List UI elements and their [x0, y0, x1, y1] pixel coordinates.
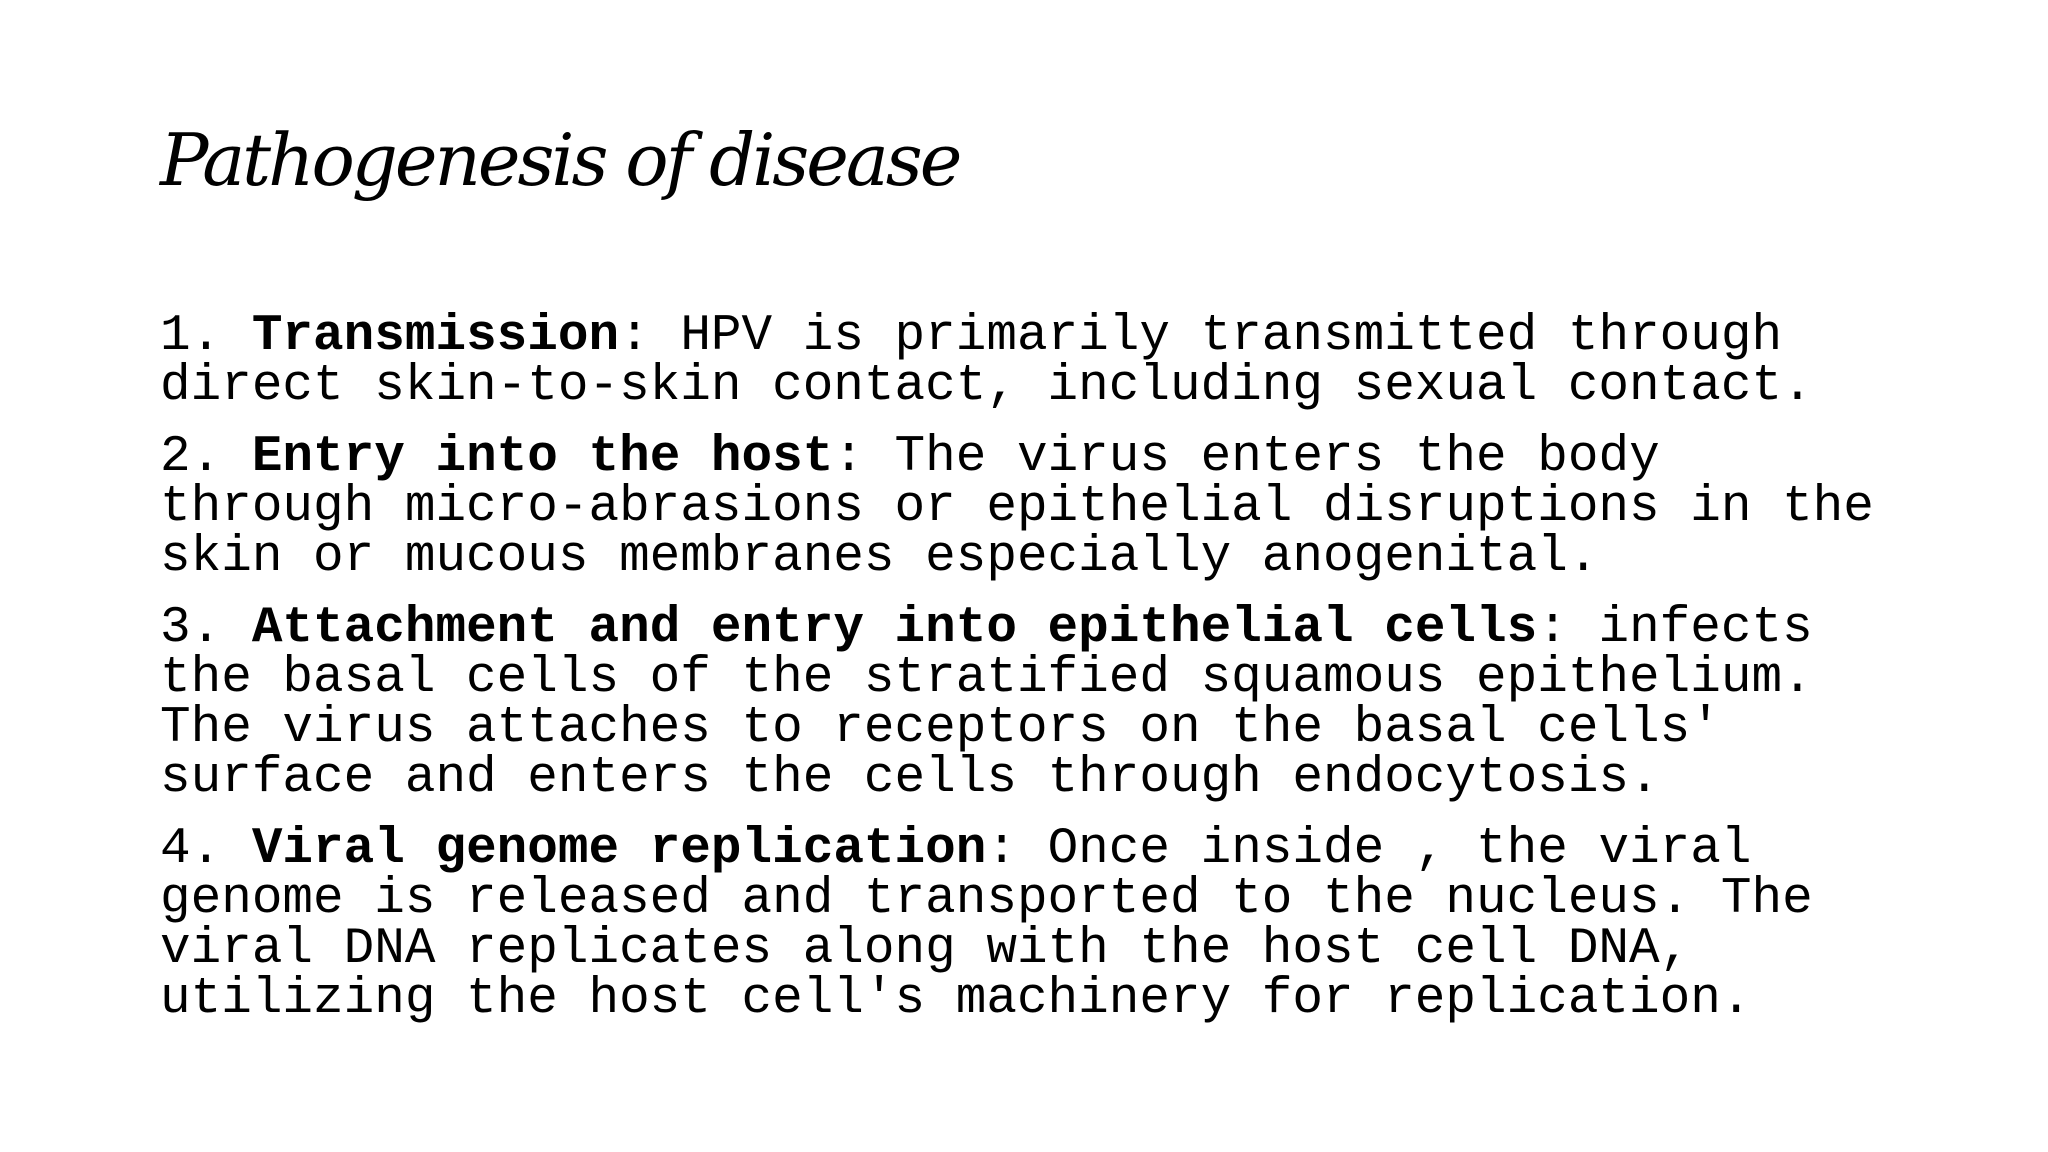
item-heading: Transmission [251, 308, 620, 365]
item-colon: : [1537, 600, 1599, 657]
list-item-transmission [160, 308, 2010, 415]
item-heading: Entry into the host [251, 429, 834, 486]
item-text: HPV is primarily transmitted through direct skin-to-skin contact, including sexual contact. [160, 308, 1813, 415]
item-number: 2. [160, 429, 252, 486]
item-number: 3. [160, 600, 252, 657]
slide-title: Pathogenesis of disease [160, 118, 960, 202]
item-text: The virus enters the body through micro-abrasions or epithelial disruptions in the skin or mucous membranes especially anogenital. [160, 429, 1874, 586]
item-colon: : [833, 429, 895, 486]
item-colon: : [986, 821, 1048, 878]
item-colon: : [619, 308, 681, 365]
pathogenesis-list [160, 308, 2010, 1046]
item-heading: Viral genome replication [251, 821, 987, 878]
item-text: Once inside , the viral genome is released and transported to the nucleus. The viral DNA replicates along with the host cell DNA, utilizing the host cell's machinery for replication. [160, 821, 1813, 1028]
item-number: 4. [160, 821, 252, 878]
list-item-viral-genome-replication [160, 821, 2010, 1028]
list-item-entry-into-host [160, 429, 2010, 586]
list-item-attachment-and-entry [160, 600, 2010, 807]
item-text: infects the basal cells of the stratified squamous epithelium. The virus attaches to receptors on the basal cells' surface and enters the cells through endocytosis. [160, 600, 1813, 807]
item-number: 1. [160, 308, 252, 365]
item-heading: Attachment and entry into epithelial cells [251, 600, 1538, 657]
